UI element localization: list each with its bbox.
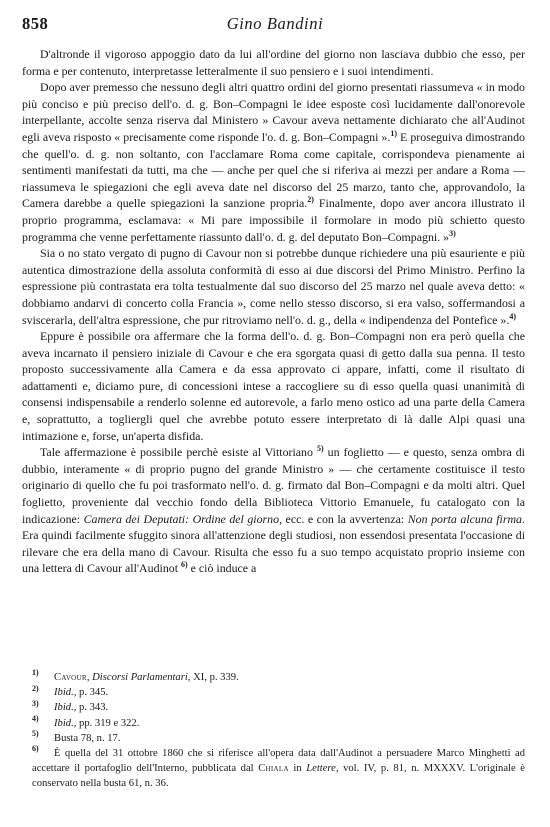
text-run: Eppure è possibile ora affermare che la forma dell'o. d. g. Bon–Compagni non era però quella che aveva incarnato il pensiero iniziale di Cavour e che era sgorgata quasi di getto dalla sua penna. Il testo proposto successivamente alla Camera e da essa approvato ci appare, infatti, come il risultato di adattamenti e, diciamo pure, di concessioni intese a raccogliere su di esso quella quasi unanimità di consensi indispensabile a renderlo solenne ed autorevole, a farlo meno ostico ad una parte della Camera e, soprattutto, a togliergli quel che avrebbe potuto essere interpretato di là dalle Alpi quasi una intimazione e, forse, un'aperta disfida.: [22, 329, 525, 443]
footnote: 3) Ibid., p. 343.: [32, 698, 109, 714]
body-text: [22, 46, 525, 577]
small-caps-name: Chiala: [258, 763, 289, 775]
page-header: [22, 14, 528, 36]
footnote-reference: 1): [390, 129, 398, 138]
text-run: , XI, p. 339.: [187, 672, 239, 683]
text-run: , p. 345.: [73, 687, 109, 699]
text-run: D'altronde il vigoroso appoggio dato da lui all'ordine del giorno non lasciava dubbio che esso, per forma e per contenuto, interpretasse letteralmente il suo pensiero e i suoi intendimenti.: [22, 47, 525, 78]
text-run: Finalmente, dopo aver ancora illustrato il proprio programma, esclamava: « Mi pare impossibile il formolare in modo più schietto questo programma che venne perfettamente riassunto dall'o. d. g. del deputato Bon–Compagni. »: [22, 196, 525, 244]
text-run: , p. 343.: [73, 702, 109, 714]
italic-text: Discorsi Parlamentari: [92, 672, 188, 683]
footnote-reference: 6): [181, 560, 188, 570]
footnote: 1) Cavour, Discorsi Parlamentari, XI, p. 339.: [32, 668, 239, 683]
italic-text: Camera dei Deputati: Ordine del giorno: [83, 511, 280, 526]
text-run: Busta 78, n. 17.: [54, 732, 121, 744]
italic-text: Ibid.: [54, 687, 74, 699]
paragraph: [22, 328, 525, 444]
footnote-reference: 4): [509, 311, 517, 321]
paragraph: [22, 444, 525, 577]
paragraph: [22, 79, 525, 245]
small-caps-name: Cavour: [54, 672, 87, 683]
text-run: , ecc. e con la avvertenza:: [279, 511, 408, 526]
footnote: 6) È quella del 31 ottobre 1860 che si riferisce all'opera data dall'Audinot a persuadere Marco Minghetti ad accettare il portafoglio dell'Interno, pubblicata dal Chiala in Lettere, vol. IV, p. 81, n. MXXXV. L'originale è conservato nella busta 61, n. 36.: [32, 744, 525, 790]
paragraph: [22, 245, 525, 328]
paragraph: [22, 46, 525, 79]
footnotes: [22, 670, 525, 792]
text-run: . Era quindi facilmente sfuggito sinora all'attenzione degli studiosi, non essendosi presentata l'occasione di rilevare che era della mano di Cavour. Risulta che esso fu a suo tempo acquistato proprio insieme con una lettera di Cavour all'Audinot: [22, 511, 525, 576]
text-run: Sia o no stato vergato di pugno di Cavour non si potrebbe dunque richiedere una più esauriente e più autentica dimostrazione della assoluta conformità di esso ai due discorsi del Primo Ministro. Perfino la espressione più contrastata era tolta testualmente dal suo discorso del 25 marzo nel quale aveva detto: « dobbiamo andarvi di concerto colla Francia », come nello stesso discorso, si era valso, soffermandosi a sviscerarla, dell'altra espressione, che pur ritroviamo nell'o. d. g., della « indipendenza del Pontefice ».: [22, 246, 525, 327]
footnote-reference: 3): [449, 228, 456, 238]
page-number: 858: [22, 14, 49, 33]
text-run: un foglietto — e questo, senza ombra di dubbio, interamente « di proprio pugno del grande Ministro » — che certamente costituisce il testo originario di quello che fu poi trasformato nell'o. d. g. firmato dal Bon–Compagni e da molti altri. Quel foglietto, proveniente dal vecchio fondo della Biblioteca Vittorio Emanuele, fu catalogato con la indicazione:: [22, 445, 525, 526]
text-run: Dopo aver premesso che nessuno degli altri quattro ordini del giorno presentati riassumeva « in modo più conciso e più preciso dell'o. d. g. Bon–Compagni le idee esposte così lucidamente dall'onorevole interpellante, accolte senza riserva dal Ministero » Cavour aveva nettamente dichiarato che all'Audinot egli aveva risposto « precisamente come risponde l'o. d. g. Bon–Compagni ».: [22, 80, 525, 144]
footnote: 4) Ibid., pp. 319 e 322.: [32, 714, 140, 729]
italic-text: Ibid.: [54, 717, 74, 729]
italic-text: Ibid.: [54, 702, 74, 714]
footnote: 2) Ibid., p. 345.: [32, 683, 109, 699]
footnote: 5) Busta 78, n. 17.: [32, 729, 121, 744]
text-run: in: [288, 763, 307, 775]
text-run: Tale affermazione è possibile perchè esiste al Vittoriano: [40, 445, 317, 460]
text-run: e ciò induce a: [187, 561, 257, 576]
italic-text: Non porta alcuna firma: [407, 511, 523, 526]
text-run: ,: [86, 672, 93, 683]
running-head: Gino Bandini: [226, 14, 324, 33]
footnote-reference: 2): [307, 195, 314, 205]
text-run: , vol. IV, p. 81, n. MXXXV. L'originale è conservato nella busta 61, n. 36.: [32, 763, 525, 790]
text-run: È quella del 31 ottobre 1860 che si riferisce all'opera data dall'Audinot a persuadere Marco Minghetti ad accettare il portafoglio dell'Interno, pubblicata dal: [32, 748, 525, 775]
text-run: E proseguiva dimostrando che quell'o. d. g. non soltanto, con l'acclamare Roma come capitale, corrispondeva pienamente ai sentimenti manifestati da tutti, ma che — anche per quel che si riferiva ai mezzi per andare a Roma — riassumeva le spiegazioni che egli aveva date nel discorso del 25 marzo, tanto che, approvandolo, la Camera darebbe a quelle spiegazioni la sanzione propria.: [22, 129, 525, 211]
italic-text: Lettere: [306, 763, 336, 775]
footnote-reference: 5): [316, 444, 324, 454]
text-run: , pp. 319 e 322.: [73, 717, 140, 729]
